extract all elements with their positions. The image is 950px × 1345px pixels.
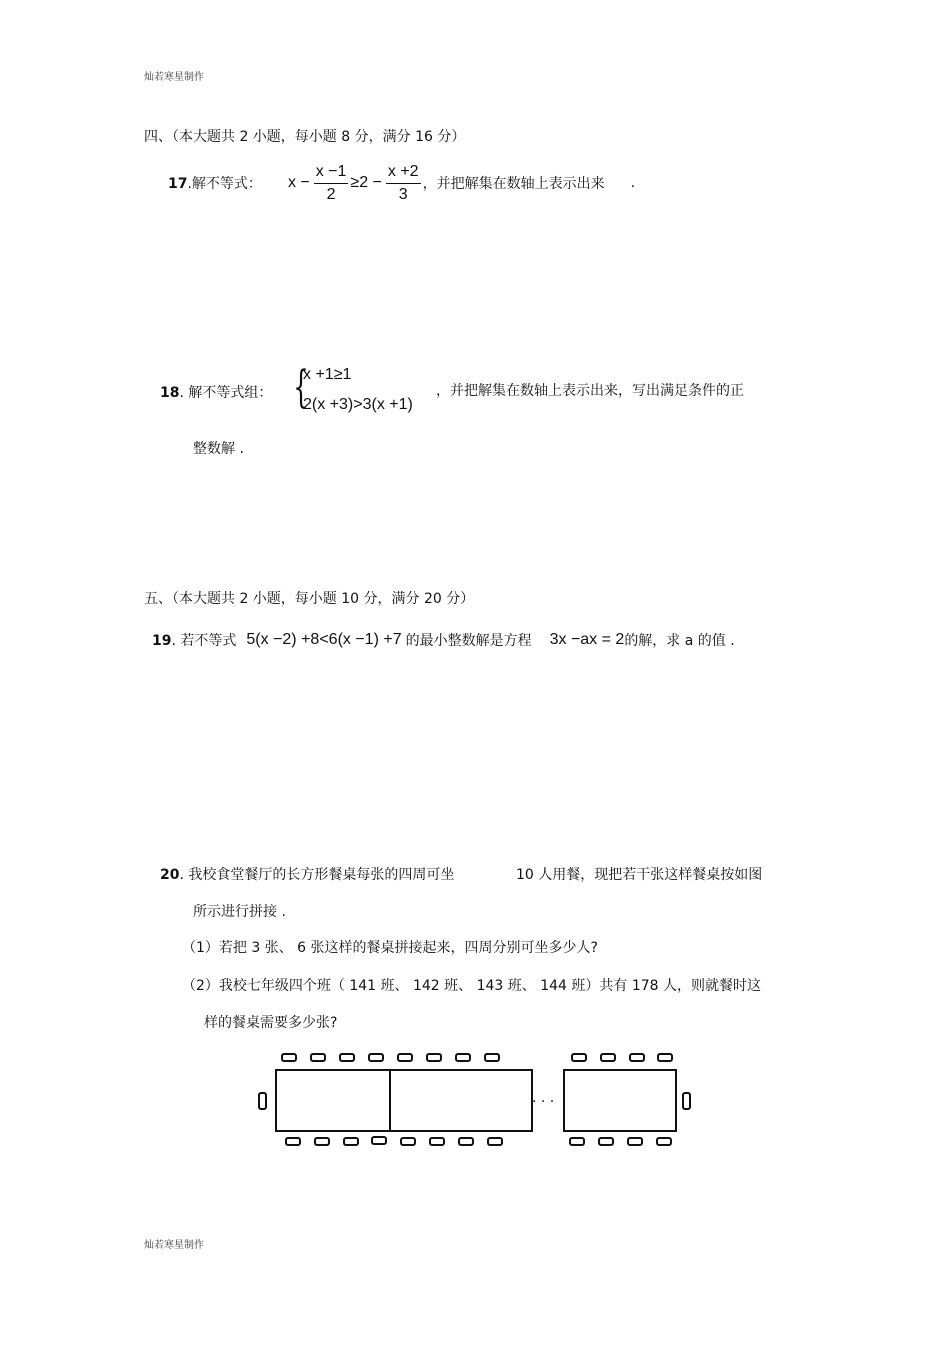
seat	[315, 1138, 329, 1145]
q19-mid: 的最小整数解是方程	[405, 633, 532, 649]
seat	[683, 1093, 690, 1109]
q19-expr-1: 5(x −2) +8<6(x −1) +7	[246, 631, 402, 648]
footer-watermark: 灿若寒星制作	[144, 1240, 204, 1251]
seat	[657, 1138, 671, 1145]
seat	[372, 1137, 386, 1144]
seat	[401, 1138, 415, 1145]
seat	[488, 1138, 502, 1145]
q19-tail: 的解，求 a 的值 .	[624, 633, 735, 649]
section-4-title: 四、（本大题共 2 小题，每小题 8 分，满分 16 分）	[144, 129, 466, 145]
question-17-label: .解不等式：	[187, 176, 262, 192]
figure-ellipsis: · · ·	[532, 1094, 555, 1110]
seat	[398, 1054, 412, 1061]
question-20-line-1	[160, 864, 454, 884]
q18-tail: ，并把解集在数轴上表示出来，写出满足条件的正	[436, 383, 744, 399]
seat	[601, 1054, 615, 1061]
q17-tail: ，并把解集在数轴上表示出来	[422, 176, 605, 192]
question-20-line-2: 所示进行拼接 .	[193, 904, 286, 920]
question-20-sub-2-cont: 样的餐桌需要多少张?	[204, 1015, 338, 1031]
q18-inequality-2: 2(x +3)>3(x +1)	[303, 396, 413, 413]
question-20-number: 20	[160, 867, 180, 883]
seat	[282, 1054, 296, 1061]
seat	[430, 1138, 444, 1145]
seat	[259, 1093, 266, 1109]
question-20-sub-2: （2）我校七年级四个班（ 141 班、 142 班、 143 班、 144 班）共有 178 人，则就餐时这	[182, 978, 762, 994]
question-20-text-b: 10 人用餐，现把若干张这样餐桌按如图	[516, 867, 763, 883]
seat	[344, 1138, 358, 1145]
q17-fraction-1	[314, 163, 349, 204]
question-17	[168, 158, 635, 208]
seat	[311, 1054, 325, 1061]
q17-fraction-1-denominator: 2	[326, 185, 336, 203]
question-18-label: . 解不等式组：	[179, 385, 273, 401]
question-19-number: 19	[152, 633, 172, 649]
seat	[340, 1054, 354, 1061]
q18-tail-2: 整数解 .	[193, 441, 244, 457]
seat	[286, 1138, 300, 1145]
q17-fraction-2-denominator: 3	[398, 185, 408, 203]
seat	[570, 1138, 584, 1145]
question-19-lead: . 若不等式	[171, 633, 237, 649]
q17-period: .	[630, 175, 636, 191]
question-19	[152, 630, 735, 650]
system-brace: {	[293, 362, 309, 413]
single-table-outline	[564, 1070, 676, 1131]
q17-expr-mid: ≥2 −	[350, 174, 382, 191]
q17-expr-x: x −	[287, 174, 310, 191]
seat	[456, 1054, 470, 1061]
seat	[630, 1054, 644, 1061]
seat	[628, 1138, 642, 1145]
seat	[572, 1054, 586, 1061]
question-18-lead	[160, 382, 272, 402]
seat	[485, 1054, 499, 1061]
question-20-text-a: . 我校食堂餐厅的长方形餐桌每张的四周可坐	[179, 867, 455, 883]
question-18-number: 18	[160, 385, 180, 401]
seat	[427, 1054, 441, 1061]
seat	[369, 1054, 383, 1061]
q17-fraction-2	[386, 163, 421, 204]
q17-fraction-1-numerator: x −1	[314, 163, 349, 184]
header-watermark: 灿若寒星制作	[144, 72, 204, 83]
question-17-number: 17	[168, 176, 188, 192]
question-20-sub-1: （1）若把 3 张、 6 张这样的餐桌拼接起来，四周分别可坐多少人?	[182, 940, 598, 956]
table-arrangement-figure	[250, 1048, 700, 1152]
joined-tables-outline	[276, 1070, 532, 1131]
seat	[459, 1138, 473, 1145]
seat	[599, 1138, 613, 1145]
q18-inequality-1: x +1≥1	[303, 366, 352, 383]
q17-fraction-2-numerator: x +2	[386, 163, 421, 184]
seat	[658, 1054, 672, 1061]
q19-expr-2: 3x −ax = 2	[549, 631, 625, 648]
section-5-title: 五、（本大题共 2 小题，每小题 10 分，满分 20 分）	[144, 591, 475, 607]
